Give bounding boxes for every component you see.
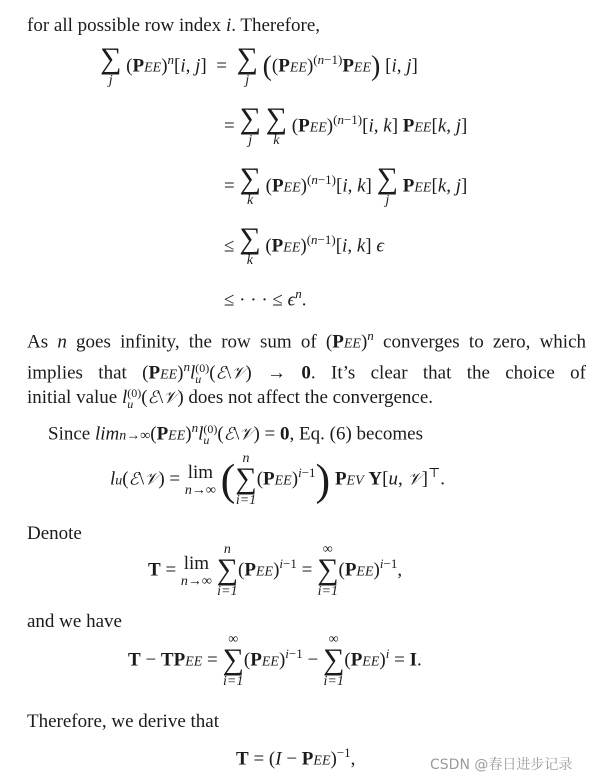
equation-define-T: T = lim n→∞ n ∑ i=1 (PEE)$^{i-1}$ = ∞ ∑ i=1 (PEE)$^{i-1}$, xyxy=(148,542,403,599)
csdn-watermark: CSDN @春日进步记录 xyxy=(430,757,573,773)
paragraph-convergence-line-2: implies that (PEE)$^n$l (0) u (ℰ\𝒱) → 0. It’s clear that the choice of xyxy=(27,359,587,386)
paragraph-row-index: for all possible row index i. Therefore, xyxy=(27,15,321,36)
paragraph-convergence-line-1: As n goes infinity, the row sum of (PEE)$^n$ converges to zero, which xyxy=(27,328,586,353)
paragraph-and-we-have: and we have xyxy=(27,611,122,632)
eq1-line-1: ∑ j (PEE)$^n$[i, j] = ∑ j ((PEE)$^{(n-1)}$PEE) [i, j] xyxy=(100,42,418,88)
paragraph-denote: Denote xyxy=(27,523,82,544)
equation-T-identity: T − TPEE = ∞ ∑ i=1 (PEE)$^{i-1}$ − ∞ ∑ i=1 (PEE)$^i$ = I. xyxy=(128,632,422,689)
equation-row-sum-derivation xyxy=(100,42,540,316)
paragraph-since-limit: Since limn→∞(PEE)$^n$l (0) u (ℰ\𝒱) = 0, Eq. (6) becomes xyxy=(48,420,423,447)
eq1-line-4: ≤ ∑ k (PEE)$^{(n-1)}$[i, k] ϵ xyxy=(224,222,384,268)
equation-label-limit: lu(ℰ\𝒱) = lim n→∞ ( n ∑ i=1 (PEE)$^{i-1}$) PEV Y[u, 𝒱]⊤. xyxy=(110,451,445,508)
equation-T-inverse: T = (I − PEE)$^{-1}$, xyxy=(236,745,356,770)
eq1-line-2: = ∑ j ∑ k (PEE)$^{(n-1)}$[i, k] PEE[k, j] xyxy=(224,102,468,148)
paragraph-convergence-line-3: initial value l (0) u (ℰ\𝒱) does not affect the convergence. xyxy=(27,385,434,411)
eq1-line-3: = ∑ k (PEE)$^{(n-1)}$[i, k] ∑ j PEE[k, j] xyxy=(224,162,468,208)
eq1-line-5: ≤ · · · ≤ $\epsilon^n$. xyxy=(224,286,307,311)
paragraph-therefore-derive: Therefore, we derive that xyxy=(27,711,220,732)
